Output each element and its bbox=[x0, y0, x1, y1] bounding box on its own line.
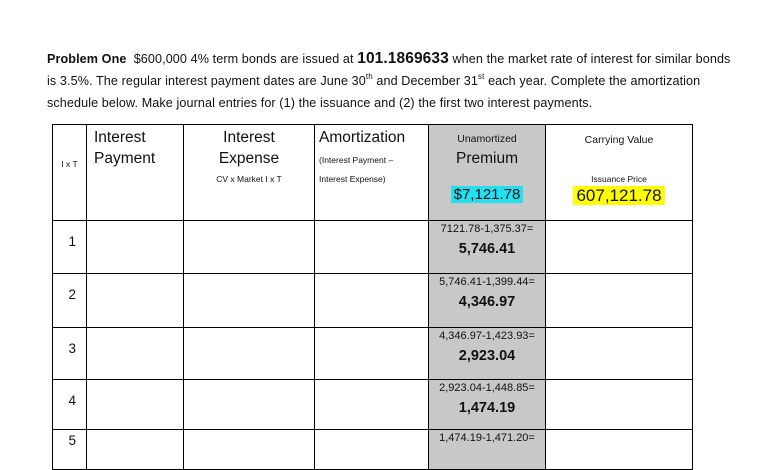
premium-result: 4,346.97 bbox=[458, 294, 516, 310]
sup-th: th bbox=[365, 71, 373, 81]
col-amortization-header: Amortization (Interest Payment – Interest Expense) bbox=[315, 125, 429, 221]
problem-text-1: $600,000 4% term bonds are issued at bbox=[133, 52, 354, 66]
amortization-cell[interactable] bbox=[315, 380, 429, 430]
table-row bbox=[53, 221, 693, 274]
carrying-value-cell[interactable] bbox=[546, 221, 693, 274]
premium-calc: 2,923.04-1,448.85= bbox=[439, 382, 535, 394]
row-number: 1 bbox=[53, 221, 87, 274]
interest-expense-cell[interactable] bbox=[184, 274, 315, 328]
sup-st: st bbox=[478, 71, 485, 81]
amortization-cell[interactable] bbox=[315, 274, 429, 328]
interest-payment-cell[interactable] bbox=[87, 380, 184, 430]
premium-value: $7,121.78 bbox=[451, 186, 524, 203]
unamortized-premium-cell bbox=[429, 221, 546, 274]
table-row bbox=[53, 274, 693, 328]
amortization-cell[interactable] bbox=[315, 221, 429, 274]
premium-calc: 7121.78-1,375.37= bbox=[440, 223, 534, 235]
premium-calc: 4,346.97-1,423.93= bbox=[439, 330, 535, 342]
premium-calc: 5,746.41-1,399.44= bbox=[439, 276, 535, 288]
premium-result: 1,474.19 bbox=[458, 400, 516, 416]
col-interest-payment-header: Interest Payment bbox=[87, 125, 184, 221]
carrying-value-cell[interactable] bbox=[546, 380, 693, 430]
col-carrying-value-header: Carrying Value Issuance Price 607,121.78 bbox=[546, 125, 693, 221]
issuance-price-value: 607,121.78 bbox=[573, 186, 664, 205]
issue-price: 101.1869633 bbox=[357, 50, 449, 67]
col-unamortized-premium-header: Unamortized Premium $7,121.78 bbox=[429, 125, 546, 221]
problem-text-5: each year. Complete the amortization bbox=[488, 74, 701, 88]
table-row bbox=[53, 328, 693, 380]
premium-result: 2,923.04 bbox=[458, 348, 516, 364]
problem-text-4: and December 31 bbox=[376, 74, 479, 88]
interest-expense-cell[interactable] bbox=[184, 380, 315, 430]
interest-payment-cell[interactable] bbox=[87, 430, 184, 470]
problem-text-6: schedule below. Make journal entries for (1) the issuance and (2) the first two interest payments. bbox=[47, 96, 593, 110]
amortization-cell[interactable] bbox=[315, 430, 429, 470]
carrying-value-cell[interactable] bbox=[546, 430, 693, 470]
problem-text-3: is 3.5%. The regular interest payment dates are June 30 bbox=[47, 74, 366, 88]
col-interest-expense-header: Interest Expense CV x Market I x T bbox=[184, 125, 315, 221]
interest-expense-cell[interactable] bbox=[184, 328, 315, 380]
row-number: 4 bbox=[53, 380, 87, 430]
amortization-cell[interactable] bbox=[315, 328, 429, 380]
header-row bbox=[53, 125, 693, 221]
interest-payment-cell[interactable] bbox=[87, 221, 184, 274]
problem-text-2: when the market rate of interest for similar bonds bbox=[452, 52, 731, 66]
premium-calc: 1,474.19-1,471.20= bbox=[439, 432, 535, 444]
interest-expense-cell[interactable] bbox=[184, 221, 315, 274]
unamortized-premium-cell bbox=[429, 274, 546, 328]
unamortized-premium-cell bbox=[429, 430, 546, 470]
carrying-value-cell[interactable] bbox=[546, 328, 693, 380]
problem-label: Problem One bbox=[47, 52, 127, 66]
interest-payment-cell[interactable] bbox=[87, 274, 184, 328]
interest-payment-cell[interactable] bbox=[87, 328, 184, 380]
carrying-value-cell[interactable] bbox=[546, 274, 693, 328]
problem-statement bbox=[47, 48, 747, 114]
premium-result: 5,746.41 bbox=[458, 241, 516, 257]
row-number: 3 bbox=[53, 328, 87, 380]
row-number: 2 bbox=[53, 274, 87, 328]
table-row bbox=[53, 430, 693, 470]
unamortized-premium-cell bbox=[429, 380, 546, 430]
interest-expense-cell[interactable] bbox=[184, 430, 315, 470]
amortization-schedule bbox=[52, 124, 693, 470]
unamortized-premium-cell bbox=[429, 328, 546, 380]
table-row bbox=[53, 380, 693, 430]
col-ixt-header: I x T bbox=[53, 125, 87, 221]
row-number: 5 bbox=[53, 430, 87, 470]
